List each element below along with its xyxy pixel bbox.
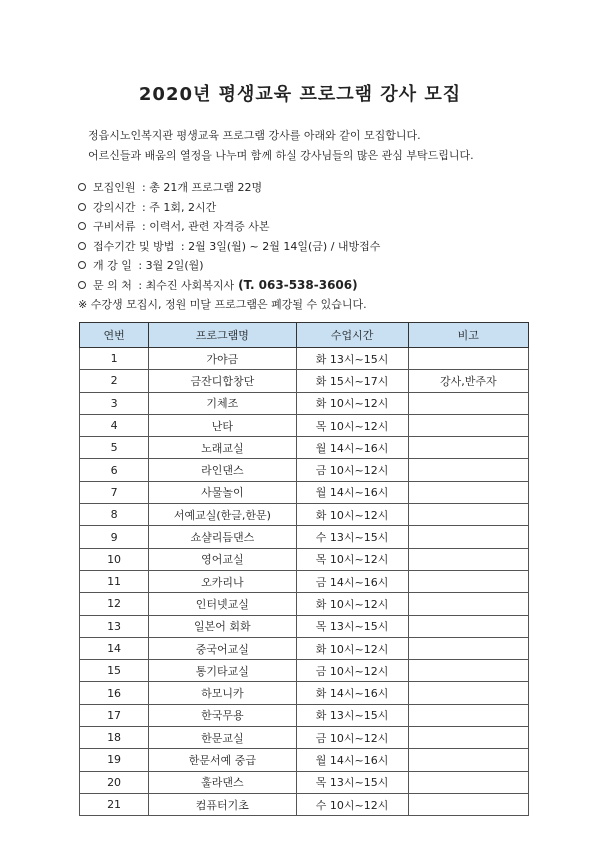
cell-time: 금 10시~12시 xyxy=(296,459,408,481)
circle-bullet-icon xyxy=(78,203,86,211)
table-row xyxy=(80,370,529,392)
circle-bullet-icon xyxy=(78,242,86,250)
cell-program: 금잔디합창단 xyxy=(149,370,296,392)
info-label: 모집인원 xyxy=(93,181,136,194)
cell-time: 화 14시~16시 xyxy=(296,682,408,704)
cell-program: 인터넷교실 xyxy=(149,593,296,615)
page-title: 2020년 평생교육 프로그램 강사 모집 xyxy=(138,84,462,105)
info-documents: 구비서류 : 이력서, 관련 자격증 사본 xyxy=(78,217,578,237)
table-row xyxy=(80,437,529,459)
cell-time: 수 10시~12시 xyxy=(296,793,408,815)
circle-bullet-icon xyxy=(78,281,86,289)
cell-time: 목 13시~15시 xyxy=(296,615,408,637)
header-time: 수업시간 xyxy=(296,323,408,348)
info-value: 2월 3일(월) ~ 2월 14일(금) / 내방접수 xyxy=(188,239,381,253)
cell-time: 금 10시~12시 xyxy=(296,727,408,749)
cell-number: 3 xyxy=(80,392,149,414)
info-label: 접수기간 및 방법 xyxy=(93,239,175,253)
table-row xyxy=(80,414,529,436)
info-label: 강의시간 xyxy=(93,200,136,214)
cell-number: 6 xyxy=(80,459,149,481)
cell-remarks xyxy=(408,348,528,370)
cell-time: 화 10시~12시 xyxy=(296,392,408,414)
circle-bullet-icon xyxy=(78,261,86,269)
cell-time: 화 13시~15시 xyxy=(296,348,408,370)
intro-line-2: 어르신들과 배움의 열정을 나누며 함께 하실 강사님들의 많은 관심 부탁드립니다. xyxy=(88,149,474,162)
table-row xyxy=(80,459,529,481)
cell-number: 15 xyxy=(80,660,149,682)
cell-number: 20 xyxy=(80,771,149,793)
cell-remarks xyxy=(408,593,528,615)
cell-program: 한국무용 xyxy=(149,704,296,726)
table-row xyxy=(80,481,529,503)
info-label: 구비서류 xyxy=(93,220,136,233)
cell-time: 월 14시~16시 xyxy=(296,437,408,459)
cell-number: 11 xyxy=(80,570,149,592)
intro-line-1: 정읍시노인복지관 평생교육 프로그램 강사를 아래와 같이 모집합니다. xyxy=(88,129,421,142)
cell-number: 2 xyxy=(80,370,149,392)
cell-number: 17 xyxy=(80,704,149,726)
cell-number: 4 xyxy=(80,414,149,436)
info-value: 이력서, 관련 자격증 사본 xyxy=(149,220,270,233)
info-label: 문 의 처 xyxy=(93,278,132,292)
circle-bullet-icon xyxy=(78,183,86,191)
cell-time: 월 14시~16시 xyxy=(296,749,408,771)
cell-program: 사물놀이 xyxy=(149,481,296,503)
cell-remarks xyxy=(408,771,528,793)
cell-remarks xyxy=(408,459,528,481)
info-start-date: 개 강 일 : 3월 2일(월) xyxy=(78,256,578,276)
info-value: 최수진 사회복지사 xyxy=(145,278,235,292)
cell-remarks xyxy=(408,615,528,637)
table-row xyxy=(80,615,529,637)
cell-program: 오카리나 xyxy=(149,570,296,592)
cell-time: 화 10시~12시 xyxy=(296,593,408,615)
cell-remarks xyxy=(408,414,528,436)
table-row xyxy=(80,727,529,749)
header-program: 프로그램명 xyxy=(149,323,296,348)
cell-time: 금 10시~12시 xyxy=(296,660,408,682)
table-row xyxy=(80,348,529,370)
cell-number: 12 xyxy=(80,593,149,615)
cell-remarks: 강사,반주자 xyxy=(408,370,528,392)
info-label: 개 강 일 xyxy=(93,259,132,272)
table-row xyxy=(80,749,529,771)
contact-phone: (T. 063-538-3606) xyxy=(238,277,358,292)
cell-time: 목 10시~12시 xyxy=(296,414,408,436)
table-row xyxy=(80,771,529,793)
table-row xyxy=(80,682,529,704)
table-row xyxy=(80,793,529,815)
info-application: 접수기간 및 방법 : 2월 3일(월) ~ 2월 14일(금) / 내방접수 xyxy=(78,237,578,257)
table-row xyxy=(80,548,529,570)
cell-remarks xyxy=(408,548,528,570)
info-recruit-count: 모집인원 : 총 21개 프로그램 22명 xyxy=(78,178,578,198)
cell-program: 훌라댄스 xyxy=(149,771,296,793)
circle-bullet-icon xyxy=(78,222,86,230)
cell-remarks xyxy=(408,749,528,771)
cell-remarks xyxy=(408,637,528,659)
cell-program: 서예교실(한글,한문) xyxy=(149,504,296,526)
cell-program: 한문교실 xyxy=(149,727,296,749)
cell-number: 8 xyxy=(80,504,149,526)
intro-text xyxy=(88,126,568,166)
cell-remarks xyxy=(408,727,528,749)
cell-time: 화 10시~12시 xyxy=(296,637,408,659)
cell-time: 월 14시~16시 xyxy=(296,481,408,503)
cell-program: 통기타교실 xyxy=(149,660,296,682)
table-row xyxy=(80,637,529,659)
cell-program: 하모니카 xyxy=(149,682,296,704)
cell-program: 라인댄스 xyxy=(149,459,296,481)
table-header-row xyxy=(80,323,529,348)
table-row xyxy=(80,570,529,592)
cell-program: 중국어교실 xyxy=(149,637,296,659)
cell-number: 5 xyxy=(80,437,149,459)
cell-program: 기체조 xyxy=(149,392,296,414)
cell-program: 노래교실 xyxy=(149,437,296,459)
table-row xyxy=(80,526,529,548)
cell-remarks xyxy=(408,682,528,704)
cell-program: 한문서예 중급 xyxy=(149,749,296,771)
cell-number: 9 xyxy=(80,526,149,548)
cell-remarks xyxy=(408,660,528,682)
cell-remarks xyxy=(408,704,528,726)
table-row xyxy=(80,593,529,615)
table-row xyxy=(80,392,529,414)
table-body xyxy=(80,348,529,816)
info-contact: 문 의 처 : 최수진 사회복지사 (T. 063-538-3606) xyxy=(78,276,578,296)
cell-remarks xyxy=(408,437,528,459)
info-value: 주 1회, 2시간 xyxy=(149,200,217,214)
cell-remarks xyxy=(408,504,528,526)
note-text: ※ 수강생 모집시, 정원 미달 프로그램은 폐강될 수 있습니다. xyxy=(78,298,367,311)
cell-number: 10 xyxy=(80,548,149,570)
cell-number: 16 xyxy=(80,682,149,704)
cancellation-note xyxy=(78,295,578,315)
cell-time: 목 10시~12시 xyxy=(296,548,408,570)
table-row xyxy=(80,504,529,526)
cell-program: 쇼샬리듬댄스 xyxy=(149,526,296,548)
cell-program: 영어교실 xyxy=(149,548,296,570)
cell-program: 컴퓨터기초 xyxy=(149,793,296,815)
info-value: 총 21개 프로그램 22명 xyxy=(149,181,263,194)
header-number: 연번 xyxy=(80,323,149,348)
table-row xyxy=(80,704,529,726)
cell-time: 목 13시~15시 xyxy=(296,771,408,793)
cell-time: 화 10시~12시 xyxy=(296,504,408,526)
cell-remarks xyxy=(408,392,528,414)
cell-program: 난타 xyxy=(149,414,296,436)
cell-program: 일본어 회화 xyxy=(149,615,296,637)
cell-remarks xyxy=(408,526,528,548)
program-table xyxy=(79,322,529,816)
cell-number: 21 xyxy=(80,793,149,815)
cell-number: 7 xyxy=(80,481,149,503)
cell-number: 14 xyxy=(80,637,149,659)
cell-time: 금 14시~16시 xyxy=(296,570,408,592)
cell-program: 가야금 xyxy=(149,348,296,370)
cell-number: 1 xyxy=(80,348,149,370)
cell-time: 화 13시~15시 xyxy=(296,704,408,726)
cell-number: 18 xyxy=(80,727,149,749)
cell-remarks xyxy=(408,793,528,815)
cell-time: 화 15시~17시 xyxy=(296,370,408,392)
cell-number: 19 xyxy=(80,749,149,771)
table-row xyxy=(80,660,529,682)
cell-remarks xyxy=(408,481,528,503)
cell-time: 수 13시~15시 xyxy=(296,526,408,548)
info-value: 3월 2일(월) xyxy=(145,259,204,272)
info-lecture-time: 강의시간 : 주 1회, 2시간 xyxy=(78,198,578,218)
cell-number: 13 xyxy=(80,615,149,637)
recruitment-info xyxy=(78,178,578,315)
header-remarks: 비고 xyxy=(408,323,528,348)
cell-remarks xyxy=(408,570,528,592)
